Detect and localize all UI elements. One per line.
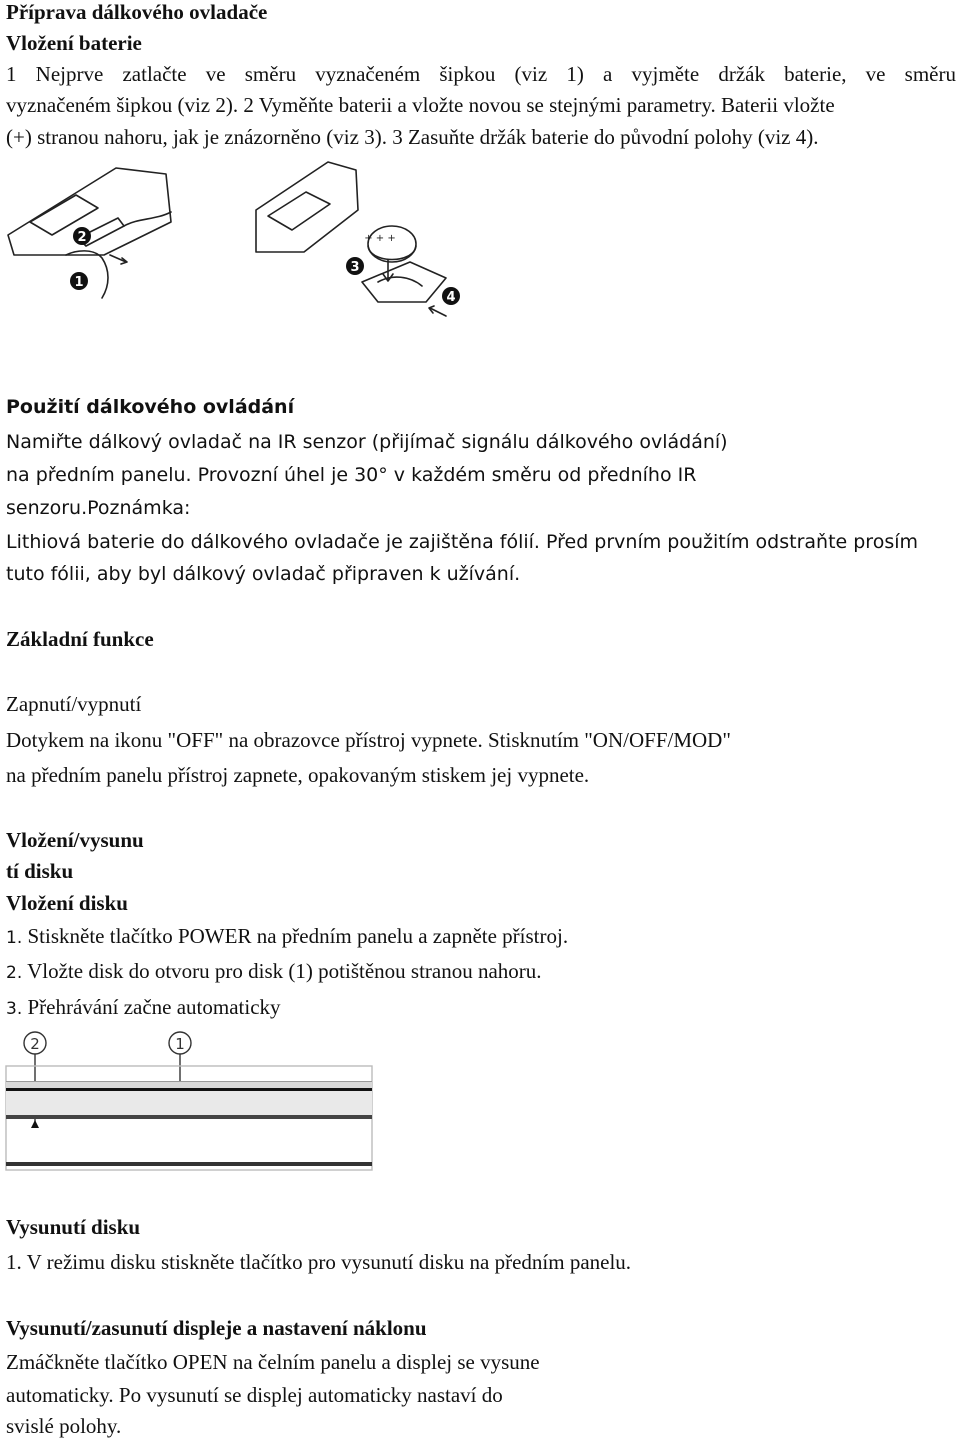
section-title-basic-functions: Základní funkce	[6, 627, 154, 651]
battery-replacement-figure	[6, 160, 468, 325]
list-item-text: Stiskněte tlačítko POWER na předním panelu a zapněte přístroj.	[22, 924, 569, 948]
battery-tray	[362, 262, 446, 302]
paragraph-line: tuto fólii, aby byl dálkový ovladač připraven k užívání.	[6, 563, 521, 585]
svg-text:+ + +: + + +	[364, 233, 396, 244]
section-title-remote-prep: Příprava dálkového ovladače	[6, 0, 268, 24]
list-item-text: Přehrávání začne automaticky	[22, 995, 281, 1019]
list-item	[6, 995, 281, 1020]
eject-icon	[31, 1120, 39, 1128]
panel-bottom-edge	[6, 1162, 372, 1166]
paragraph-line: Namiřte dálkový ovladač na IR senzor (přijímač signálu dálkového ovládání)	[6, 431, 728, 453]
paragraph-line: 1 Nejprve zatlačte ve směru vyznačeném šipkou (viz 1) a vyjměte držák baterie, ve směru	[6, 62, 956, 86]
section-subtitle-power: Zapnutí/vypnutí	[6, 692, 142, 716]
section-subtitle-disc-insert: Vložení disku	[6, 891, 128, 915]
section-title-remote-use: Použití dálkového ovládání	[6, 396, 295, 418]
remote-screen-right	[268, 192, 330, 230]
disc-slot	[6, 1088, 372, 1091]
list-item-number: 1.	[6, 1250, 22, 1274]
coin-battery	[368, 226, 416, 262]
paragraph-line: vyznačeném šipkou (viz 2). 2 Vyměňte baterii a vložte novou se stejnými parametry. Baterii vložte	[6, 93, 835, 117]
hand-left-finger	[124, 212, 171, 226]
remote-control-left	[8, 168, 171, 255]
disc-slot-figure	[4, 1030, 374, 1172]
paragraph-line: senzoru.Poznámka:	[6, 497, 191, 519]
list-item-number: 2.	[6, 963, 23, 983]
paragraph-line: Lithiová baterie do dálkového ovladače je zajištěna fólií. Před prvním použitím odstraňte prosím	[6, 531, 919, 553]
list-item	[6, 1250, 631, 1275]
paragraph-line: (+) stranou nahoru, jak je znázorněno (viz 3). 3 Zasuňte držák baterie do původní polohy (viz 4).	[6, 125, 819, 149]
paragraph-line: na předním panelu. Provozní úhel je 30° v každém směru od předního IR	[6, 464, 697, 486]
list-item-number: 3.	[6, 999, 23, 1019]
paragraph-line: na předním panelu přístroj zapnete, opakovaným stiskem jej vypnete.	[6, 763, 590, 787]
paragraph-line: Dotykem na ikonu "OFF" na obrazovce přístroj vypnete. Stisknutím "ON/OFF/MOD"	[6, 728, 731, 752]
battery-tray-slot	[378, 277, 422, 286]
callout-4-label: 4	[446, 290, 456, 305]
callout-1-label: 1	[175, 1035, 185, 1053]
paragraph-line: Zmáčkněte tlačítko OPEN na čelním panelu a displej se vysune	[6, 1350, 540, 1374]
callout-2-label: 2	[30, 1035, 40, 1053]
list-item-number: 1.	[6, 928, 23, 948]
panel-bevel	[6, 1082, 372, 1088]
section-title-disc-insert-eject-cont: tí disku	[6, 859, 74, 883]
paragraph-line: svislé polohy.	[6, 1414, 122, 1438]
hand-left	[66, 251, 108, 298]
panel-lower-edge	[6, 1115, 372, 1119]
list-item-text: V režimu disku stiskněte tlačítko pro vysunutí disku na předním panelu.	[21, 1250, 632, 1274]
section-title-disc-insert-eject: Vložení/vysunu	[6, 828, 144, 852]
callout-3-label: 3	[350, 260, 360, 275]
list-item	[6, 924, 568, 949]
remote-control-right	[256, 162, 358, 252]
list-item-text: Vložte disk do otvoru pro disk (1) potištěnou stranou nahoru.	[22, 959, 542, 983]
section-title-display-tilt: Vysunutí/zasunutí displeje a nastavení náklonu	[6, 1316, 427, 1340]
section-title-disc-eject: Vysunutí disku	[6, 1215, 141, 1239]
panel-face	[6, 1091, 372, 1115]
paragraph-line: automaticky. Po vysunutí se displej automaticky nastaví do	[6, 1383, 503, 1407]
section-subtitle-battery-insert: Vložení baterie	[6, 31, 142, 55]
callout-1-label: 1	[74, 275, 84, 290]
list-item	[6, 959, 542, 984]
callout-2-label: 2	[77, 230, 87, 245]
